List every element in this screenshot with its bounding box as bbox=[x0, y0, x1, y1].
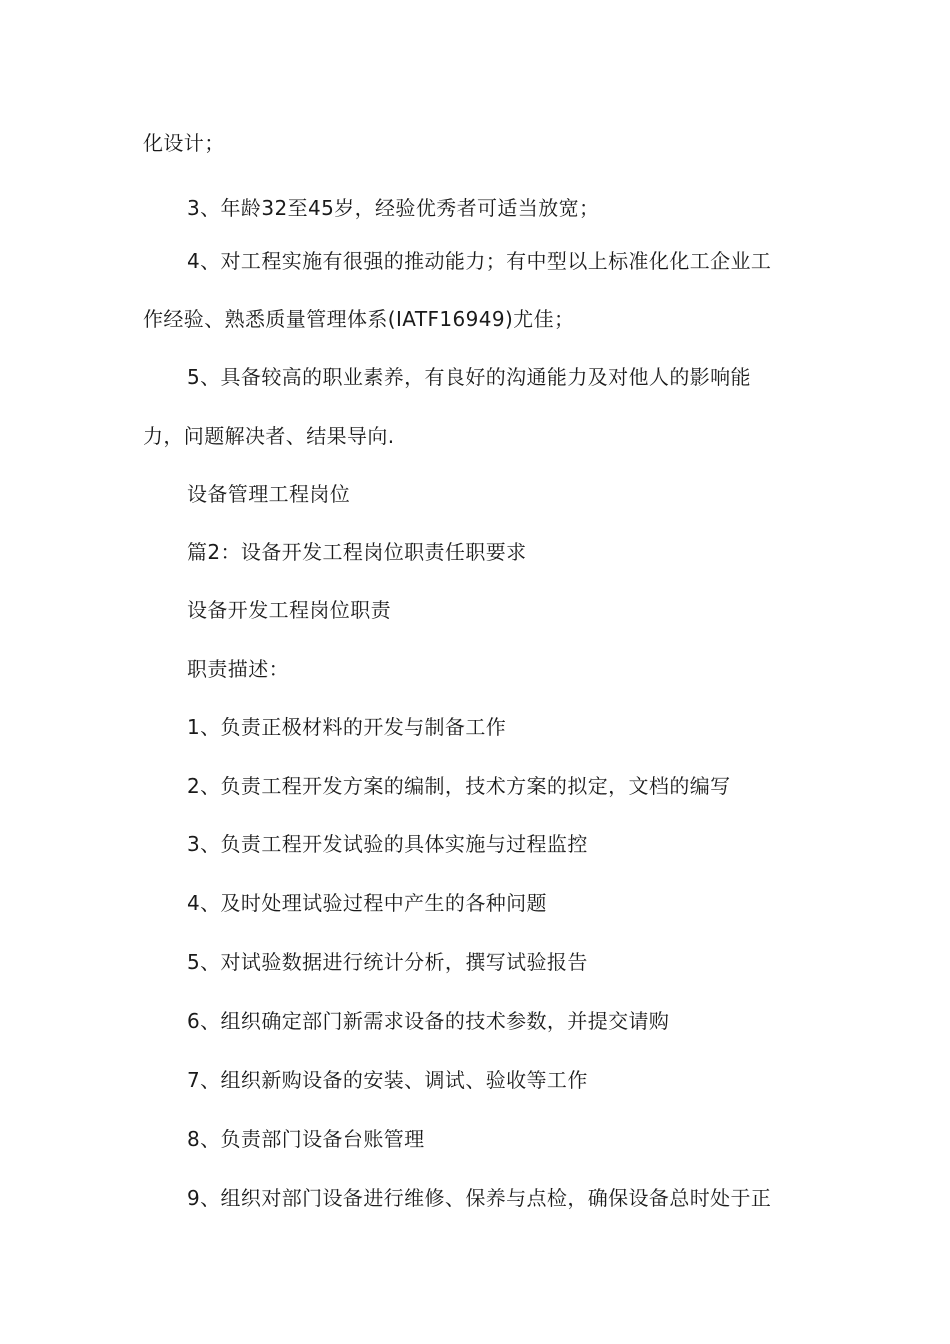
list-item: 9、组织对部门设备进行维修、保养与点检，确保设备总时处于正 bbox=[187, 1186, 772, 1210]
list-item: 4、及时处理试验过程中产生的各种问题 bbox=[187, 891, 547, 915]
list-item: 4、对工程实施有很强的推动能力；有中型以上标准化化工企业工 bbox=[187, 249, 772, 273]
list-item: 3、负责工程开发试验的具体实施与过程监控 bbox=[187, 832, 588, 856]
text-line: 力，问题解决者、结果导向. bbox=[143, 424, 395, 448]
section-heading: 设备开发工程岗位职责 bbox=[187, 598, 391, 622]
list-item: 5、具备较高的职业素养，有良好的沟通能力及对他人的影响能 bbox=[187, 365, 751, 389]
list-item: 8、负责部门设备台账管理 bbox=[187, 1127, 425, 1151]
list-item: 6、组织确定部门新需求设备的技术参数，并提交请购 bbox=[187, 1009, 670, 1033]
section-heading: 职责描述： bbox=[187, 657, 289, 681]
text-line: 化设计； bbox=[143, 131, 225, 155]
list-item: 7、组织新购设备的安装、调试、验收等工作 bbox=[187, 1068, 588, 1092]
text-line: 作经验、熟悉质量管理体系(IATF16949)尤佳； bbox=[143, 307, 575, 331]
list-item: 2、负责工程开发方案的编制，技术方案的拟定，文档的编写 bbox=[187, 774, 731, 798]
section-heading: 设备管理工程岗位 bbox=[187, 482, 351, 506]
list-item: 5、对试验数据进行统计分析，撰写试验报告 bbox=[187, 950, 588, 974]
list-item: 3、年龄32至45岁，经验优秀者可适当放宽； bbox=[187, 196, 600, 220]
chapter-title: 篇2：设备开发工程岗位职责任职要求 bbox=[187, 540, 527, 564]
list-item: 1、负责正极材料的开发与制备工作 bbox=[187, 715, 507, 739]
